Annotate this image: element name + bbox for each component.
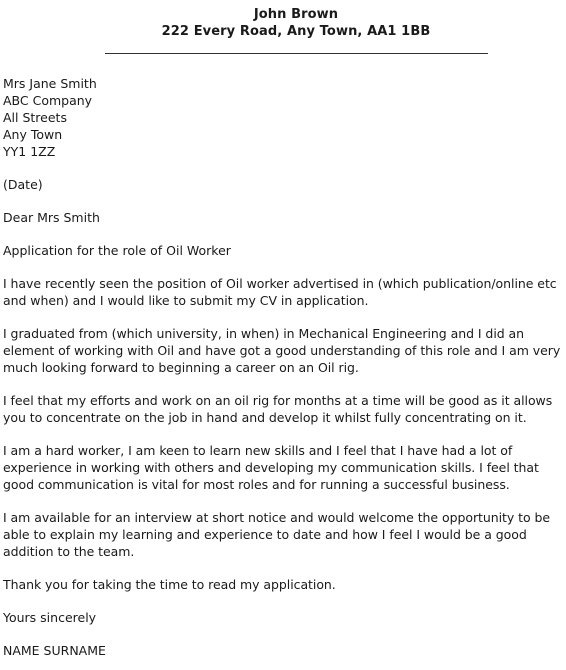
sender-name: John Brown bbox=[253, 7, 339, 22]
recipient-street: All Streets bbox=[3, 110, 67, 125]
recipient-name: Mrs Jane Smith bbox=[3, 76, 97, 91]
sender-address: 222 Every Road, Any Town, AA1 1BB bbox=[161, 24, 431, 39]
paragraph: I am a hard worker, I am keen to learn new skills and I feel that I have had a lot of experience in working with others and developing my communication skills. I feel that good communication is vital for most roles and for running a successful business. bbox=[3, 443, 539, 492]
recipient-town: Any Town bbox=[3, 127, 63, 142]
closing: Yours sincerely bbox=[3, 610, 97, 625]
recipient-company: ABC Company bbox=[3, 93, 93, 108]
letter-header bbox=[0, 6, 566, 40]
recipient-address bbox=[3, 75, 563, 160]
paragraph: Thank you for taking the time to read my application. bbox=[3, 577, 336, 592]
letter-date: (Date) bbox=[3, 177, 43, 192]
paragraph: I feel that my efforts and work on an oil rig for months at a time will be good as it allows you to concentrate on the job in hand and develop it whilst fully concentrating on it. bbox=[3, 393, 553, 425]
subject-line: Application for the role of Oil Worker bbox=[3, 243, 231, 258]
paragraph: I graduated from (which university, in when) in Mechanical Engineering and I did an element of working with Oil and have got a good understanding of this role and I am very much looking forward to beginning a career on an Oil rig. bbox=[3, 326, 561, 375]
recipient-postcode: YY1 1ZZ bbox=[3, 144, 56, 159]
signature: NAME SURNAME bbox=[3, 643, 106, 658]
header-divider bbox=[105, 53, 488, 54]
salutation: Dear Mrs Smith bbox=[3, 210, 100, 225]
paragraph: I have recently seen the position of Oil worker advertised in (which publication/online etc and when) and I would like to submit my CV in application. bbox=[3, 276, 557, 308]
letter-body bbox=[3, 75, 563, 659]
paragraph: I am available for an interview at short notice and would welcome the opportunity to be able to explain my learning and experience to date and how I feel I would be a good addition to the team. bbox=[3, 510, 551, 559]
